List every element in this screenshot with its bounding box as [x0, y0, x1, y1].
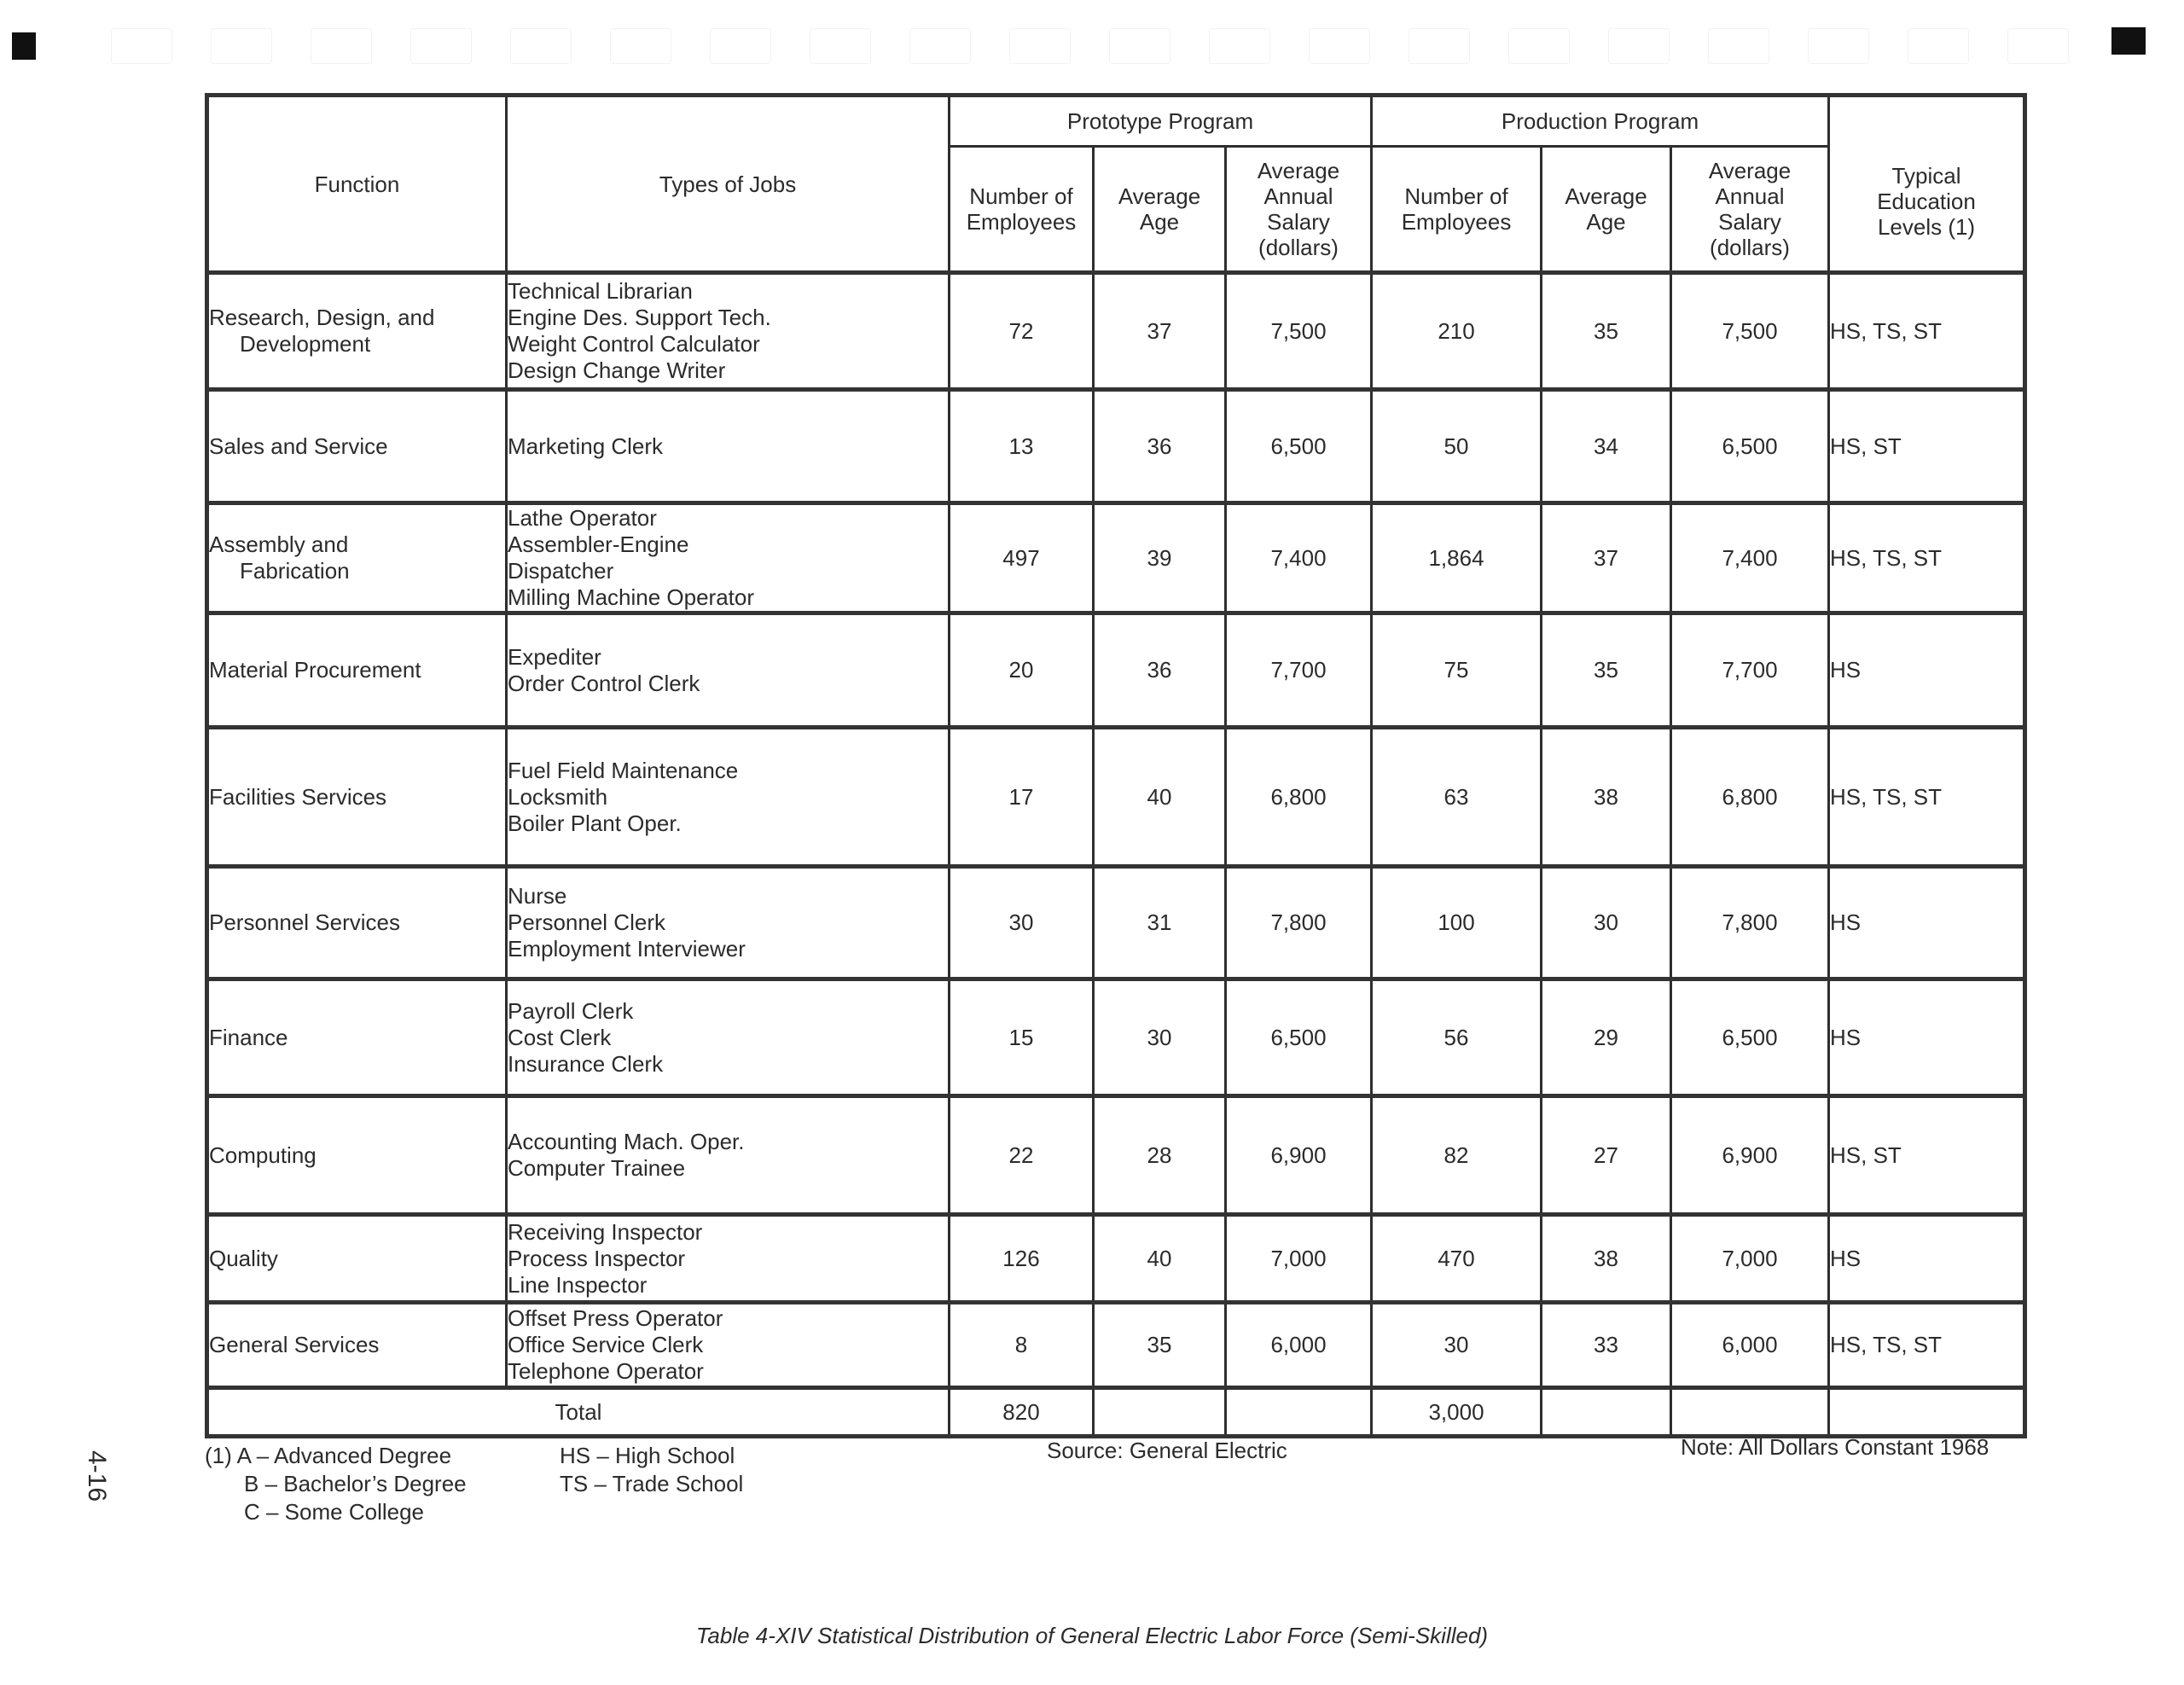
table-row [207, 613, 2025, 728]
education-cell: HS, TS, ST [1829, 273, 2025, 390]
prod-employees-cell: 82 [1372, 1096, 1542, 1215]
prod-salary-cell: 7,800 [1671, 867, 1829, 979]
prod-salary-cell: 6,000 [1671, 1303, 1829, 1388]
job-title: Offset Press Operator [508, 1305, 723, 1331]
education-cell: HS [1829, 979, 2025, 1096]
total-row [207, 1388, 2025, 1437]
function-cell [207, 979, 507, 1096]
header-prod-employees [1372, 147, 1542, 273]
total-education-empty [1829, 1388, 2025, 1437]
function-cell [207, 503, 507, 613]
job-title: Expediter [508, 643, 601, 670]
prod-salary-cell: 7,500 [1671, 273, 1829, 390]
proto-employees-cell: 15 [950, 979, 1094, 1096]
jobs-cell [507, 867, 950, 979]
proto-salary-cell: 7,500 [1226, 273, 1372, 390]
function-cell [207, 1096, 507, 1215]
prod-employees-cell: 30 [1372, 1303, 1542, 1388]
proto-salary-cell: 6,900 [1226, 1096, 1372, 1215]
function-label: Facilities Services [209, 783, 387, 810]
punch-tab-outline [1109, 28, 1170, 64]
punch-tab-outline [1309, 28, 1370, 64]
proto-salary-cell: 7,700 [1226, 613, 1372, 728]
legend-trade-school: TS – Trade School [560, 1471, 744, 1496]
header-proto-employees [950, 147, 1094, 273]
prod-salary-cell: 6,900 [1671, 1096, 1829, 1215]
job-title: Marketing Clerk [508, 433, 664, 459]
job-title: Receiving Inspector [508, 1218, 703, 1245]
header-line: Average [1565, 183, 1647, 209]
prod-age-cell: 35 [1542, 273, 1671, 390]
prod-employees-cell: 50 [1372, 390, 1542, 503]
prod-age-cell: 35 [1542, 613, 1671, 728]
page-number: 4-16 [83, 1450, 111, 1502]
education-cell: HS, TS, ST [1829, 503, 2025, 613]
header-line: Average [1118, 183, 1201, 209]
source-note: Source: General Electric [1047, 1438, 1287, 1463]
job-title: Dispatcher [508, 558, 614, 584]
punch-tab-outline [1209, 28, 1270, 64]
prod-employees-cell: 75 [1372, 613, 1542, 728]
job-title: Assembler-Engine [508, 532, 689, 557]
proto-age-cell: 35 [1094, 1303, 1226, 1388]
education-cell: HS, ST [1829, 390, 2025, 503]
header-prod-salary [1671, 147, 1829, 273]
jobs-cell [507, 503, 950, 613]
job-title: Process Inspector [508, 1245, 686, 1271]
jobs-cell [507, 979, 950, 1096]
jobs-cell [507, 1096, 950, 1215]
prod-salary-cell: 7,700 [1671, 613, 1829, 728]
punch-tab-outline [610, 28, 671, 64]
header-line: Education [1877, 188, 1976, 214]
header-line: Age [1586, 209, 1626, 235]
punch-tab-outline [111, 28, 172, 64]
function-label: Development [240, 331, 371, 357]
prod-age-cell: 38 [1542, 728, 1671, 867]
table-row [207, 1096, 2025, 1215]
prod-age-cell: 27 [1542, 1096, 1671, 1215]
proto-salary-cell: 6,500 [1226, 390, 1372, 503]
job-title: Lathe Operator [508, 505, 657, 531]
total-prod-salary-empty [1671, 1388, 1829, 1437]
proto-salary-cell: 6,800 [1226, 728, 1372, 867]
function-cell [207, 728, 507, 867]
dollars-note: Note: All Dollars Constant 1968 [1681, 1434, 1989, 1460]
prod-employees-cell: 56 [1372, 979, 1542, 1096]
prod-age-cell: 30 [1542, 867, 1671, 979]
jobs-cell [507, 613, 950, 728]
function-label: Sales and Service [209, 433, 388, 459]
punch-tab-outline [1808, 28, 1869, 64]
jobs-cell [507, 273, 950, 390]
proto-employees-cell: 17 [950, 728, 1094, 867]
header-line: Number of [1404, 183, 1508, 209]
table-row [207, 273, 2025, 390]
jobs-cell [507, 1215, 950, 1303]
total-proto-age-empty [1094, 1388, 1226, 1437]
punch-tab-outline [1908, 28, 1969, 64]
proto-age-cell: 36 [1094, 613, 1226, 728]
legend-bachelors-degree: B – Bachelor’s Degree [244, 1471, 467, 1496]
registration-mark-right [2111, 27, 2146, 55]
header-prototype-program: Prototype Program [950, 96, 1372, 147]
proto-employees-cell: 126 [950, 1215, 1094, 1303]
function-cell [207, 273, 507, 390]
header-line: (dollars) [1710, 235, 1790, 260]
prod-age-cell: 29 [1542, 979, 1671, 1096]
job-title: Technical Librarian [508, 278, 693, 304]
job-title: Order Control Clerk [508, 670, 700, 696]
proto-employees-cell: 497 [950, 503, 1094, 613]
proto-employees-cell: 20 [950, 613, 1094, 728]
job-title: Weight Control Calculator [508, 331, 760, 357]
prod-age-cell: 38 [1542, 1215, 1671, 1303]
punch-tab-outline [1608, 28, 1670, 64]
prod-salary-cell: 6,800 [1671, 728, 1829, 867]
function-label: Research, Design, and [209, 305, 435, 330]
prod-employees-cell: 470 [1372, 1215, 1542, 1303]
punch-tab-outline [410, 28, 472, 64]
header-line: Salary [1267, 209, 1330, 235]
total-proto-employees: 820 [950, 1388, 1094, 1437]
education-cell: HS, TS, ST [1829, 728, 2025, 867]
education-cell: HS, ST [1829, 1096, 2025, 1215]
legend-high-school: HS – High School [560, 1443, 735, 1468]
proto-employees-cell: 30 [950, 867, 1094, 979]
function-label: Finance [209, 1024, 288, 1050]
proto-age-cell: 28 [1094, 1096, 1226, 1215]
function-cell [207, 390, 507, 503]
education-cell: HS [1829, 867, 2025, 979]
header-line: (dollars) [1258, 235, 1339, 260]
punch-tab-outline [2007, 28, 2069, 64]
header-line: Salary [1718, 209, 1781, 235]
proto-age-cell: 30 [1094, 979, 1226, 1096]
header-line: Number of [969, 183, 1073, 209]
table-row [207, 503, 2025, 613]
total-prod-age-empty [1542, 1388, 1671, 1437]
proto-salary-cell: 7,800 [1226, 867, 1372, 979]
education-cell: HS, TS, ST [1829, 1303, 2025, 1388]
header-line: Annual [1263, 183, 1333, 209]
table-row [207, 1215, 2025, 1303]
header-education [1829, 96, 2025, 273]
job-title: Personnel Clerk [508, 909, 665, 935]
punch-tab-outline [1409, 28, 1470, 64]
table-row [207, 867, 2025, 979]
job-title: Computer Trainee [508, 1155, 686, 1181]
job-title: Milling Machine Operator [508, 584, 755, 610]
proto-age-cell: 31 [1094, 867, 1226, 979]
registration-mark-left [12, 32, 36, 60]
header-line: Employees [1401, 209, 1512, 235]
punch-tab-outline [810, 28, 871, 64]
labor-force-table [205, 93, 2027, 1438]
header-line: Age [1139, 209, 1180, 235]
header-prod-age [1542, 147, 1671, 273]
punch-tab-outline [211, 28, 272, 64]
prod-salary-cell: 7,400 [1671, 503, 1829, 613]
prod-age-cell: 34 [1542, 390, 1671, 503]
header-line: Average [1257, 158, 1340, 183]
job-title: Nurse [508, 883, 567, 909]
table-caption: Table 4-XIV Statistical Distribution of General Electric Labor Force (Semi-Skilled) [695, 1623, 1489, 1648]
education-legend-right [560, 1442, 743, 1498]
job-title: Payroll Clerk [508, 997, 634, 1024]
punch-tab-outline [909, 28, 971, 64]
job-title: Office Service Clerk [508, 1332, 704, 1357]
prod-employees-cell: 210 [1372, 273, 1542, 390]
job-title: Fuel Field Maintenance [508, 757, 739, 783]
proto-age-cell: 40 [1094, 1215, 1226, 1303]
header-line: Levels (1) [1877, 213, 1976, 240]
prod-employees-cell: 63 [1372, 728, 1542, 867]
prod-salary-cell: 7,000 [1671, 1215, 1829, 1303]
total-label: Total [207, 1388, 950, 1437]
proto-employees-cell: 22 [950, 1096, 1094, 1215]
job-title: Telephone Operator [508, 1358, 704, 1384]
function-cell [207, 613, 507, 728]
job-title: Cost Clerk [508, 1024, 612, 1050]
function-label: Personnel Services [209, 909, 400, 935]
job-title: Insurance Clerk [508, 1050, 664, 1077]
proto-employees-cell: 13 [950, 390, 1094, 503]
proto-salary-cell: 6,500 [1226, 979, 1372, 1096]
jobs-cell [507, 390, 950, 503]
job-title: Boiler Plant Oper. [508, 810, 682, 836]
function-label: Quality [209, 1245, 278, 1271]
function-label: Material Procurement [209, 657, 421, 683]
table-row [207, 728, 2025, 867]
prod-age-cell: 33 [1542, 1303, 1671, 1388]
function-label: General Services [209, 1332, 380, 1357]
punch-tab-outline [1009, 28, 1071, 64]
punch-tab-outline [1508, 28, 1570, 64]
header-function: Function [207, 96, 507, 273]
proto-salary-cell: 6,000 [1226, 1303, 1372, 1388]
proto-age-cell: 40 [1094, 728, 1226, 867]
job-title: Locksmith [508, 783, 608, 810]
proto-age-cell: 37 [1094, 273, 1226, 390]
table-row [207, 979, 2025, 1096]
function-label: Computing [209, 1142, 317, 1168]
header-proto-age [1094, 147, 1226, 273]
function-label: Assembly and [209, 532, 349, 557]
punch-tab-outline [510, 28, 572, 64]
header-line: Employees [966, 209, 1077, 235]
job-title: Line Inspector [508, 1271, 648, 1298]
header-types-of-jobs: Types of Jobs [507, 96, 950, 273]
prod-employees-cell: 1,864 [1372, 503, 1542, 613]
education-cell: HS [1829, 1215, 2025, 1303]
punch-tab-outline [1708, 28, 1769, 64]
proto-age-cell: 36 [1094, 390, 1226, 503]
header-line: Annual [1715, 183, 1785, 209]
prod-employees-cell: 100 [1372, 867, 1542, 979]
header-production-program: Production Program [1372, 96, 1829, 147]
education-legend-left [205, 1442, 467, 1526]
proto-salary-cell: 7,400 [1226, 503, 1372, 613]
proto-employees-cell: 8 [950, 1303, 1094, 1388]
function-cell [207, 1303, 507, 1388]
table-row [207, 390, 2025, 503]
job-title: Engine Des. Support Tech. [508, 305, 771, 330]
jobs-cell [507, 728, 950, 867]
proto-salary-cell: 7,000 [1226, 1215, 1372, 1303]
prod-salary-cell: 6,500 [1671, 390, 1829, 503]
education-cell: HS [1829, 613, 2025, 728]
table-row [207, 1303, 2025, 1388]
header-line: Typical [1891, 162, 1961, 189]
function-label: Fabrication [240, 558, 350, 584]
punch-tab-outline [311, 28, 372, 64]
total-prod-employees: 3,000 [1372, 1388, 1542, 1437]
function-cell [207, 867, 507, 979]
proto-employees-cell: 72 [950, 273, 1094, 390]
punch-tab-outline [710, 28, 771, 64]
proto-age-cell: 39 [1094, 503, 1226, 613]
job-title: Design Change Writer [508, 357, 726, 383]
header-line: Average [1708, 158, 1792, 183]
header-proto-salary [1226, 147, 1372, 273]
legend-some-college: C – Some College [244, 1499, 424, 1525]
prod-salary-cell: 6,500 [1671, 979, 1829, 1096]
total-proto-salary-empty [1226, 1388, 1372, 1437]
prod-age-cell: 37 [1542, 503, 1671, 613]
job-title: Employment Interviewer [508, 936, 746, 962]
function-cell [207, 1215, 507, 1303]
jobs-cell [507, 1303, 950, 1388]
legend-advanced-degree: (1) A – Advanced Degree [205, 1443, 452, 1468]
job-title: Accounting Mach. Oper. [508, 1129, 745, 1154]
